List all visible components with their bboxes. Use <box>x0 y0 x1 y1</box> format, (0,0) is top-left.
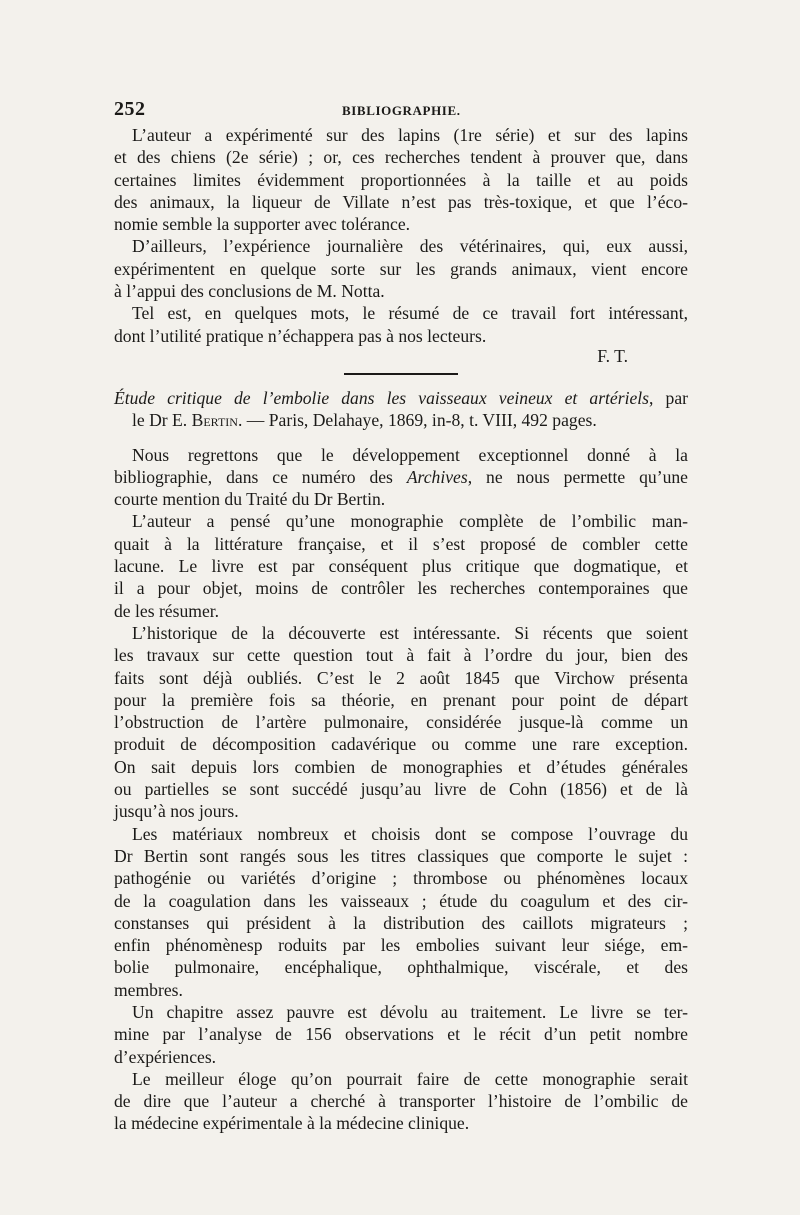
text-line: membres. <box>114 979 183 1000</box>
text-line: bolie pulmonaire, encéphalique, ophthalmique, viscérale, et des <box>114 957 688 978</box>
text-line: Dr Bertin sont rangés sous les titres classiques que comporte le sujet : <box>114 845 688 866</box>
running-head <box>114 98 688 122</box>
text-line: Tel est, en quelques mots, le résumé de ce travail fort intéressant, <box>132 303 688 324</box>
text-line: faits sont déjà oubliés. C’est le 2 août 1845 que Virchow présenta <box>114 667 688 688</box>
review2-paragraph-6 <box>114 1068 688 1135</box>
text-line: à l’appui des conclusions de M. Notta. <box>114 281 385 302</box>
text-line: la médecine expérimentale à la médecine clinique. <box>114 1113 470 1134</box>
text-line: expérimentent en quelque sorte sur les grands animaux, vient encore <box>114 258 688 279</box>
review2-paragraph-2 <box>114 510 688 621</box>
spacer <box>114 432 688 444</box>
text-line: de la coagulation dans les vaisseaux ; étude du coagulum et des cir- <box>114 890 688 911</box>
header-title: BIBLIOGRAPHIE. <box>342 103 461 118</box>
review2-paragraph-4 <box>114 823 688 1001</box>
text-line: produit de décomposition cadavérique ou comme une rare exception. <box>114 734 688 755</box>
text-line: jusqu’à nos jours. <box>114 801 239 822</box>
review2-paragraph-1 <box>114 444 688 511</box>
text-segment: , ne nous permette qu’une <box>467 466 688 487</box>
text-line: Un chapitre assez pauvre est dévolu au traitement. Le livre se ter- <box>132 1001 688 1022</box>
text-line: L’auteur a expérimenté sur des lapins (1re série) et sur des lapins <box>132 125 688 145</box>
text-line: quait à la littérature française, et il s’est proposé de combler cette <box>114 533 688 554</box>
review2-title <box>114 387 688 432</box>
text-line: dont l’utilité pratique n’échappera pas à nos lecteurs. <box>114 325 487 346</box>
text-segment: bibliographie, dans ce numéro des <box>114 466 407 487</box>
text-line: de les résumer. <box>114 600 220 621</box>
text-line: enfin phénomènesp roduits par les embolies suivant leur siége, em- <box>114 935 688 956</box>
text-line: mine par l’analyse de 156 observations et le récit d’un petit nombre <box>114 1024 688 1045</box>
review1-signature: F. T. <box>597 345 628 366</box>
text-line: des animaux, la liqueur de Villate n’est pas très-toxique, et que l’éco- <box>114 191 688 212</box>
text-line: pathogénie ou variétés d’origine ; thrombose ou phénomènes locaux <box>114 868 688 889</box>
text-line: il a pour objet, moins de contrôler les recherches contemporaines que <box>114 578 688 599</box>
text-line: Nous regrettons que le développement exceptionnel donné à la <box>132 444 688 465</box>
text-line: Le meilleur éloge qu’on pourrait faire de cette monographie serait <box>132 1068 688 1089</box>
section-divider <box>344 373 458 375</box>
text-line: L’auteur a pensé qu’une monographie complète de l’ombilic man- <box>132 511 688 532</box>
publication-info: . — Paris, Delahaye, 1869, in-8, t. VIII, 492 pages. <box>237 410 597 431</box>
text-line: et des chiens (2e série) ; or, ces recherches tendent à prouver que, dans <box>114 147 688 168</box>
text-line: Les matériaux nombreux et choisis dont se compose l’ouvrage du <box>132 823 688 844</box>
review2-paragraph-3 <box>114 622 688 823</box>
title-prefix: le Dr E. <box>132 410 192 431</box>
review1-paragraph-1 <box>114 124 688 235</box>
text-line: pour la première fois sa théorie, en prenant pour point de départ <box>114 689 688 710</box>
text-line <box>114 466 688 488</box>
title-line-1 <box>114 387 688 409</box>
text-line: lacune. Le livre est par conséquent plus critique que dogmatique, et <box>114 556 688 577</box>
text-line: certaines limites évidemment proportionnées à la taille et au poids <box>114 169 688 190</box>
text-block <box>114 98 688 1135</box>
title-by: , par <box>649 387 689 408</box>
review1-paragraph-2 <box>114 235 688 302</box>
text-line: ou partielles se sont succédé jusqu’au livre de Cohn (1856) et de là <box>114 779 688 800</box>
title-line-2 <box>114 409 688 431</box>
text-line: courte mention du Traité du Dr Bertin. <box>114 489 386 510</box>
text-line: On sait depuis lors combien de monographies et d’études générales <box>114 756 688 777</box>
review2-paragraph-5 <box>114 1001 688 1068</box>
text-line: d’expériences. <box>114 1046 217 1067</box>
text-line: de dire que l’auteur a cherché à transporter l’histoire de l’ombilic de <box>114 1091 688 1112</box>
book-author: Bertin <box>191 410 238 431</box>
book-title: Étude critique de l’embolie dans les vaisseaux veineux et artériels <box>114 387 650 408</box>
review1-paragraph-3 <box>114 302 688 347</box>
page-number: 252 <box>114 98 146 120</box>
text-line: L’historique de la découverte est intéressante. Si récents que soient <box>132 622 688 643</box>
text-line: l’obstruction de l’artère pulmonaire, considérée jusque-là comme un <box>114 712 688 733</box>
text-line: constanses qui président à la distribution des caillots migrateurs ; <box>114 912 688 933</box>
journal-name: Archives <box>406 466 468 487</box>
text-line: D’ailleurs, l’expérience journalière des vétérinaires, qui, eux aussi, <box>132 236 688 257</box>
text-line: les travaux sur cette question tout à fait à l’ordre du jour, bien des <box>114 645 688 666</box>
text-line: nomie semble la supporter avec tolérance. <box>114 214 411 235</box>
